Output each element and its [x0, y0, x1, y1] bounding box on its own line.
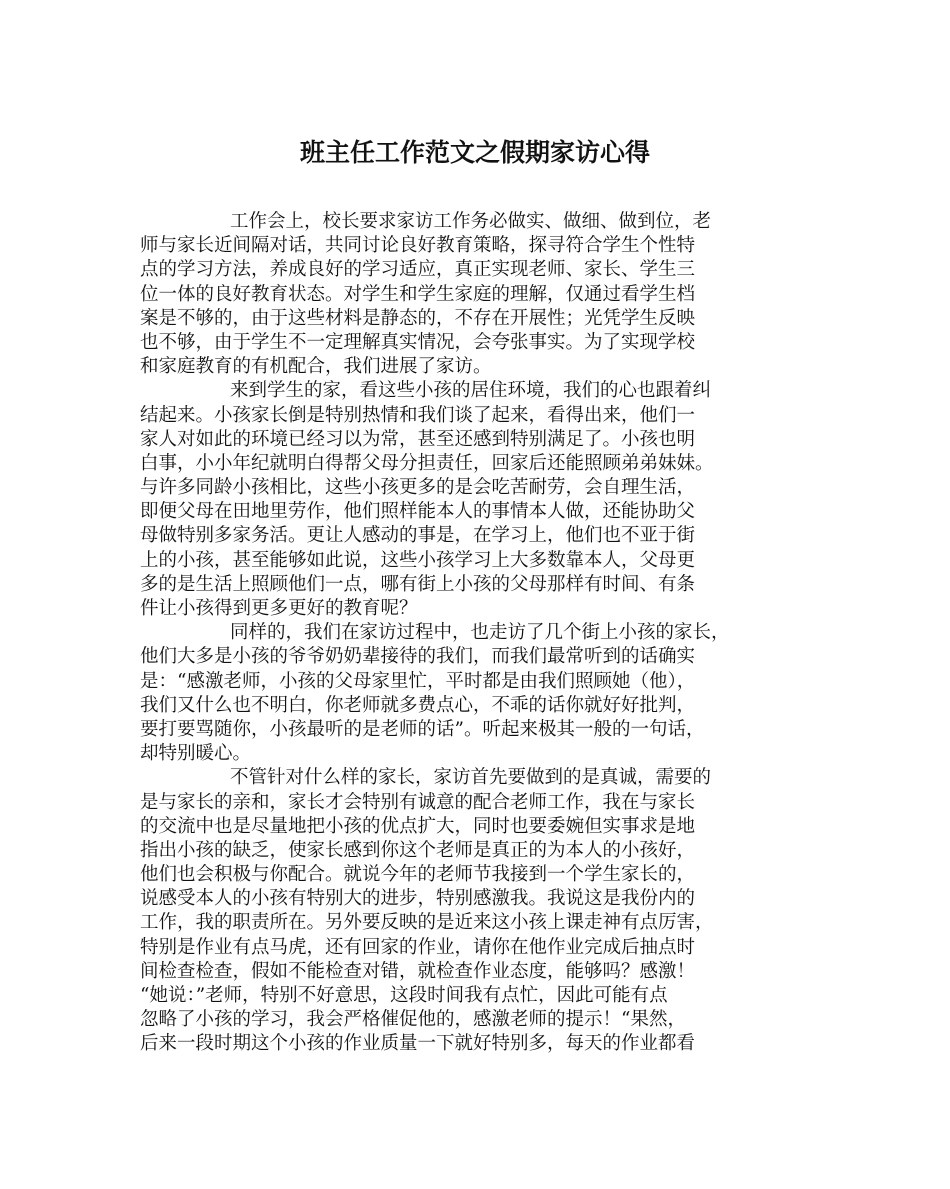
paragraph — [140, 210, 815, 379]
paragraph-line: 同样的，我们在家访过程中，也走访了几个街上小孩的家长， — [230, 622, 730, 644]
paragraph-line: 也不够，由于学生不一定理解真实情况，会夸张事实。为了实现学校 — [140, 331, 696, 353]
paragraph-line: 是：“感激老师，小孩的父母家里忙，平时都是由我们照顾她（他）， — [140, 670, 696, 692]
paragraph-line: 他们也会积极与你配合。就说今年的老师节我接到一个学生家长的， — [140, 864, 696, 886]
document-body — [140, 210, 815, 1057]
paragraph-line: 师与家长近间隔对话，共同讨论良好教育策略，探寻符合学生个性特 — [140, 235, 696, 257]
paragraph-line: 即便父母在田地里劳作，他们照样能本人的事情本人做，还能协助父 — [140, 501, 696, 523]
paragraph-line: 位一体的良好教育状态。对学生和学生家庭的理解，仅通过看学生档 — [140, 283, 696, 305]
paragraph-line: 结起来。小孩家长倒是特别热情和我们谈了起来，看得出来，他们一 — [140, 404, 696, 426]
paragraph-line: 白事，小小年纪就明白得帮父母分担责任，回家后还能照顾弟弟妹妹。 — [140, 452, 714, 474]
paragraph-line: “她说：”老师，特别不好意思，这段时间我有点忙，因此可能有点 — [140, 985, 668, 1006]
paragraph-line: 的交流中也是尽量地把小孩的优点扩大，同时也要委婉但实事求是地 — [140, 815, 696, 837]
paragraph-line: 说感受本人的小孩有特别大的进步，特别感激我。我说这是我份内的 — [140, 888, 696, 910]
paragraph-line: 是与家长的亲和，家长才会特别有诚意的配合老师工作，我在与家长 — [140, 791, 696, 813]
paragraph-line: 件让小孩得到更多更好的教育呢？ — [140, 598, 418, 619]
paragraph-line: 家人对如此的环境已经习以为常，甚至还感到特别满足了。小孩也明 — [140, 428, 696, 450]
paragraph-line: 特别是作业有点马虎，还有回家的作业，请你在他作业完成后抽点时 — [140, 936, 696, 958]
paragraph-line: 上的小孩，甚至能够如此说，这些小孩学习上大多数靠本人，父母更 — [140, 549, 696, 571]
paragraph-line: 他们大多是小孩的爷爷奶奶辈接待的我们，而我们最常听到的话确实 — [140, 646, 696, 668]
paragraph-line: 不管针对什么样的家长，家访首先要做到的是真诚，需要的 — [230, 767, 712, 789]
paragraph-line: 间检查检查，假如不能检查对错，就检查作业态度，能够吗？感激！ — [140, 960, 696, 982]
paragraph-line: 来到学生的家，看这些小孩的居住环境，我们的心也跟着纠 — [230, 380, 712, 402]
paragraph-line: 工作，我的职责所在。另外要反映的是近来这小孩上课走神有点厉害， — [140, 912, 714, 934]
document-title: 班主任工作范文之假期家访心得 — [299, 138, 650, 167]
paragraph-line: 与许多同龄小孩相比，这些小孩更多的是会吃苦耐劳，会自理生活， — [140, 477, 696, 499]
paragraph-line: 忽略了小孩的学习，我会严格催促他的，感激老师的提示！“果然， — [140, 1009, 686, 1031]
paragraph-line: 我们又什么也不明白，你老师就多费点心，不乖的话你就好好批判， — [140, 694, 696, 716]
paragraph-line: 却特别暖心。 — [140, 743, 252, 765]
paragraph — [140, 379, 815, 621]
paragraph-line: 多的是生活上照顾他们一点，哪有街上小孩的父母那样有时间、有条 — [140, 573, 696, 595]
paragraph-line: 案是不够的，由于这些材料是静态的，不存在开展性；光凭学生反映 — [140, 307, 696, 329]
paragraph-line: 工作会上，校长要求家访工作务必做实、做细、做到位，老 — [230, 211, 712, 232]
paragraph-line: 要打要骂随你，小孩最听的是老师的话”。听起来极其一般的一句话， — [140, 718, 705, 740]
paragraph-line: 后来一段时期这个小孩的作业质量一下就好特别多，每天的作业都看 — [140, 1033, 696, 1055]
paragraph — [140, 621, 815, 766]
paragraph-line: 和家庭教育的有机配合，我们进展了家访。 — [140, 356, 492, 378]
paragraph — [140, 766, 815, 1056]
paragraph-line: 点的学习方法，养成良好的学习适应，真正实现老师、家长、学生三 — [140, 259, 696, 281]
paragraph-line: 指出小孩的缺乏，使家长感到你这个老师是真正的为本人的小孩好， — [140, 839, 696, 861]
paragraph-line: 母做特别多家务活。更让人感动的事是，在学习上，他们也不亚于街 — [140, 525, 696, 547]
